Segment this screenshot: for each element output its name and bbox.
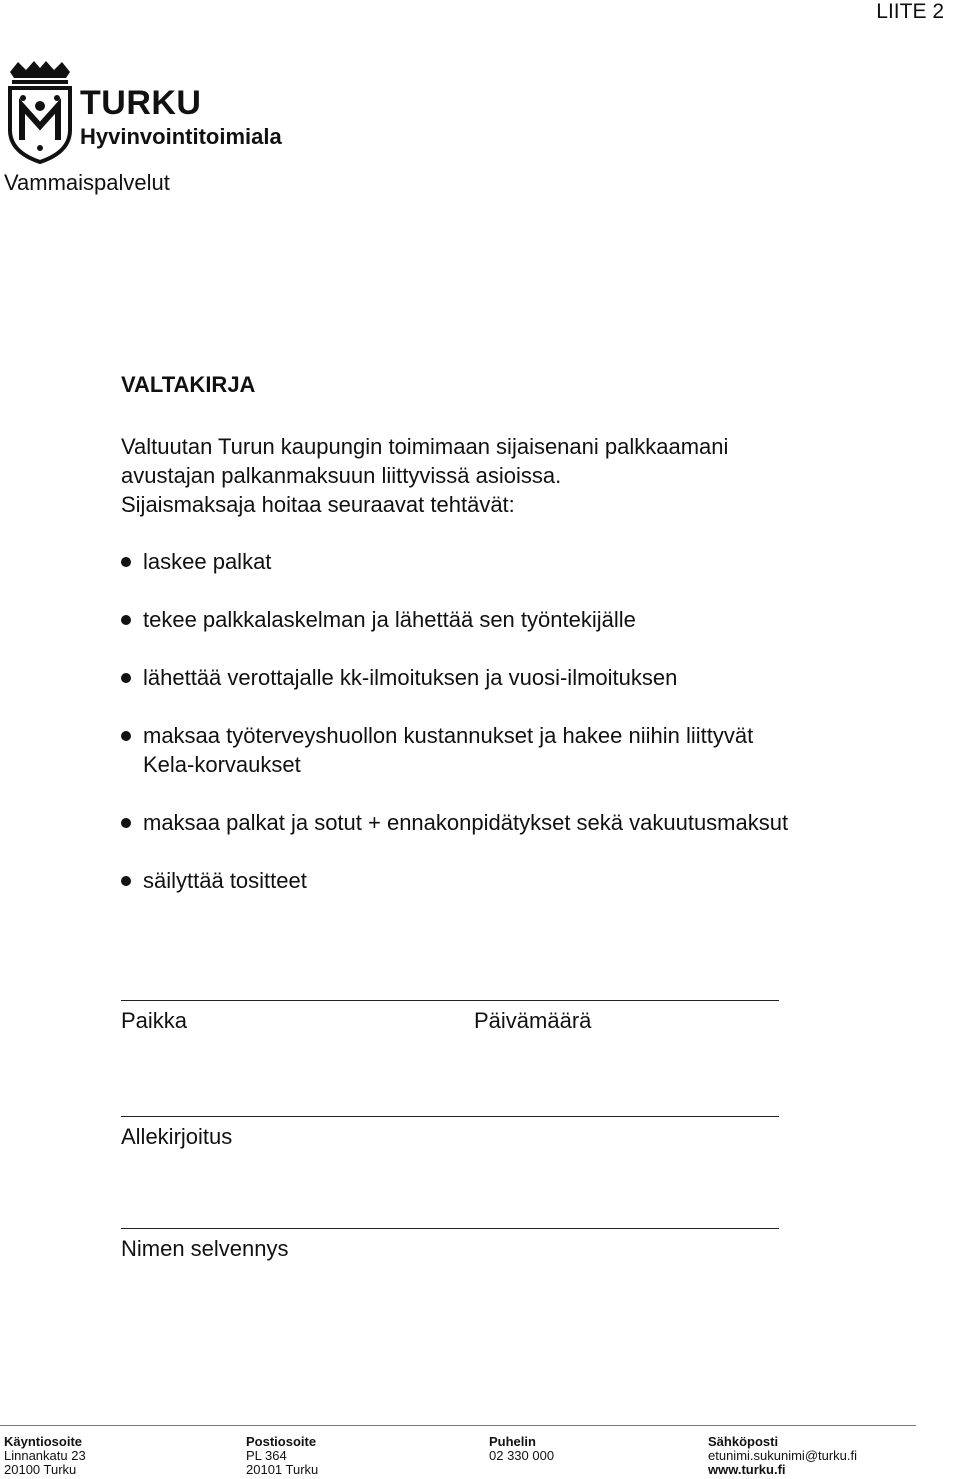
org-unit: Hyvinvointitoimiala	[80, 124, 282, 149]
intro-line: Sijaismaksaja hoitaa seuraavat tehtävät:	[121, 492, 515, 517]
task-text-line: maksaa työterveyshuollon kustannukset ja hakee niihin liittyvät	[143, 723, 754, 748]
bullet-icon	[121, 557, 131, 567]
task-item	[121, 721, 911, 779]
date-label: Päivämäärä	[474, 1008, 592, 1033]
org-name: TURKU	[80, 84, 202, 122]
place-date-line[interactable]	[121, 1000, 779, 1001]
task-item	[121, 605, 911, 634]
task-item	[121, 663, 911, 692]
task-item	[121, 866, 911, 895]
footer-line: 02 330 000	[489, 1448, 555, 1463]
name-clarification-line[interactable]	[121, 1228, 779, 1229]
turku-coat-of-arms-logo	[6, 60, 74, 164]
task-text: tekee palkkalaskelman ja lähettää sen työntekijälle	[143, 607, 636, 632]
attachment-label: LIITE 2	[876, 0, 944, 23]
task-text-line: Kela-korvaukset	[143, 752, 301, 777]
footer-website-link[interactable]: www.turku.fi	[708, 1462, 786, 1477]
intro-line: avustajan palkanmaksuun liittyvissä asioissa.	[121, 463, 562, 488]
intro-line: Valtuutan Turun kaupungin toimimaan sijaisenani palkkaamani	[121, 434, 729, 459]
bullet-icon	[121, 673, 131, 683]
footer-heading: Käyntiosoite	[4, 1434, 83, 1449]
task-text: säilyttää tositteet	[143, 868, 307, 893]
footer-heading: Postiosoite	[246, 1434, 317, 1449]
task-item	[121, 808, 911, 837]
department: Vammaispalvelut	[4, 170, 170, 195]
name-clarification-label: Nimen selvennys	[121, 1236, 289, 1261]
footer-line: PL 364	[246, 1448, 287, 1463]
footer-heading: Sähköposti	[708, 1434, 779, 1449]
signature-label: Allekirjoitus	[121, 1124, 233, 1149]
footer-email-link[interactable]: etunimi.sukunimi@turku.fi	[708, 1448, 858, 1463]
footer-phone	[489, 1435, 554, 1463]
footer-divider	[0, 1425, 916, 1426]
signature-line[interactable]	[121, 1116, 779, 1117]
task-text: lähettää verottajalle kk-ilmoituksen ja vuosi-ilmoituksen	[143, 665, 678, 690]
bullet-icon	[121, 818, 131, 828]
task-text: laskee palkat	[143, 549, 272, 574]
bullet-icon	[121, 876, 131, 886]
footer-heading: Puhelin	[489, 1434, 536, 1449]
footer-postal-address	[246, 1435, 318, 1477]
task-text: maksaa palkat ja sotut + ennakonpidätykset sekä vakuutusmaksut	[143, 810, 789, 835]
footer-line: 20100 Turku	[4, 1462, 77, 1477]
bullet-icon	[121, 615, 131, 625]
document-title: VALTAKIRJA	[121, 372, 256, 397]
intro-paragraph	[121, 432, 901, 519]
footer-visiting-address	[4, 1435, 86, 1477]
task-item	[121, 547, 911, 576]
task-text	[143, 721, 753, 779]
footer-line: Linnankatu 23	[4, 1448, 86, 1463]
place-label: Paikka	[121, 1008, 188, 1033]
footer-email	[708, 1435, 857, 1477]
bullet-icon	[121, 731, 131, 741]
footer-line: 20101 Turku	[246, 1462, 319, 1477]
